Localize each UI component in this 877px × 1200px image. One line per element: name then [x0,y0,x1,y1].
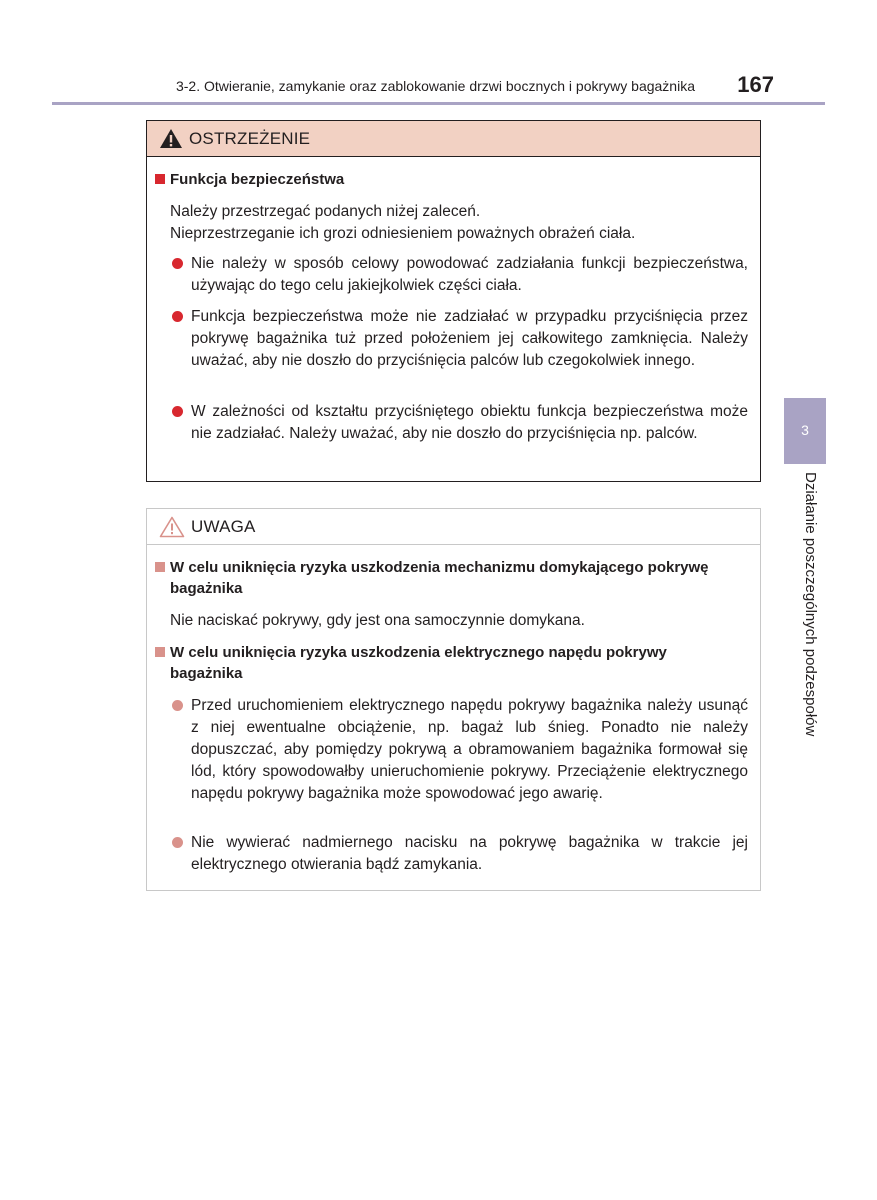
notice-section-title: W celu uniknięcia ryzyka uszkodzenia mechanizmu domykającego pokrywę bagażnika [155,557,740,599]
warning-box [146,120,761,482]
warning-intro-line2: Nieprzestrzeganie ich grozi odniesieniem poważnych obrażeń ciała. [170,225,636,242]
warning-bullet-item: Funkcja bezpieczeństwa może nie zadziałać w przypadku przyciśnięcia przez pokrywę bagażnika tuż przed położeniem jej całkowitego zamknięcia. Należy uważać, aby nie doszło do przyciśnięcia palców lub czegokolwiek innego. [170,306,748,372]
warning-bullet-item: Nie należy w sposób celowy powodować zadziałania funkcji bezpieczeństwa, używając do tego celu jakiejkolwiek części ciała. [170,253,748,297]
chapter-tab [784,398,826,464]
round-bullet-icon [172,311,183,322]
round-bullet-icon [172,258,183,269]
header-rule [52,102,825,105]
notice-header [147,509,760,545]
running-header-title: 3-2. Otwieranie, zamykanie oraz zablokowanie drzwi bocznych i pokrywy bagażnika [175,78,695,94]
round-bullet-icon [172,406,183,417]
chapter-number: 3 [801,422,809,438]
notice-box [146,508,761,891]
warning-triangle-icon [159,128,183,149]
chapter-side-title: Działanie poszczególnych podzespołów [802,472,819,737]
notice-bullet-item: Przed uruchomieniem elektrycznego napędu pokrywy bagażnika należy usunąć z niej ewentualne obciążenie, np. bagaż lub śnieg. Ponadto nie należy dopuszczać, aby pomiędzy pokrywą a obramowaniem bagażnika formował się lód, który spowodowałby unieruchomienie pokrywy. Przeciążenie elektrycznego napędu pokrywy bagażnika może spowodować jego awarię. [170,695,748,805]
notice-section-title: W celu uniknięcia ryzyka uszkodzenia elektrycznego napędu pokrywy bagażnika [155,642,740,684]
round-bullet-icon [172,837,183,848]
notice-section-text: Nie naciskać pokrywy, gdy jest ona samoczynnie domykana. [170,612,585,629]
warning-bullet-item: W zależności od kształtu przyciśniętego obiektu funkcja bezpieczeństwa może nie zadziałać. Należy uważać, aby nie doszło do przyciśnięcia np. palców. [170,401,748,445]
warning-label: OSTRZEŻENIE [189,128,311,148]
square-bullet-icon [155,562,165,572]
square-bullet-icon [155,174,165,184]
warning-intro-line1: Należy przestrzegać podanych niżej zaleceń. [170,203,481,220]
square-bullet-icon [155,647,165,657]
notice-label: UWAGA [191,516,256,536]
notice-bullet-item: Nie wywierać nadmiernego nacisku na pokrywę bagażnika w trakcie jej elektrycznego otwierania bądź zamykania. [170,832,748,876]
caution-triangle-outline-icon [159,516,185,538]
warning-section-title: Funkcja bezpieczeństwa [155,169,740,190]
warning-header [147,121,760,157]
round-bullet-icon [172,700,183,711]
page-number: 167 [737,72,774,97]
